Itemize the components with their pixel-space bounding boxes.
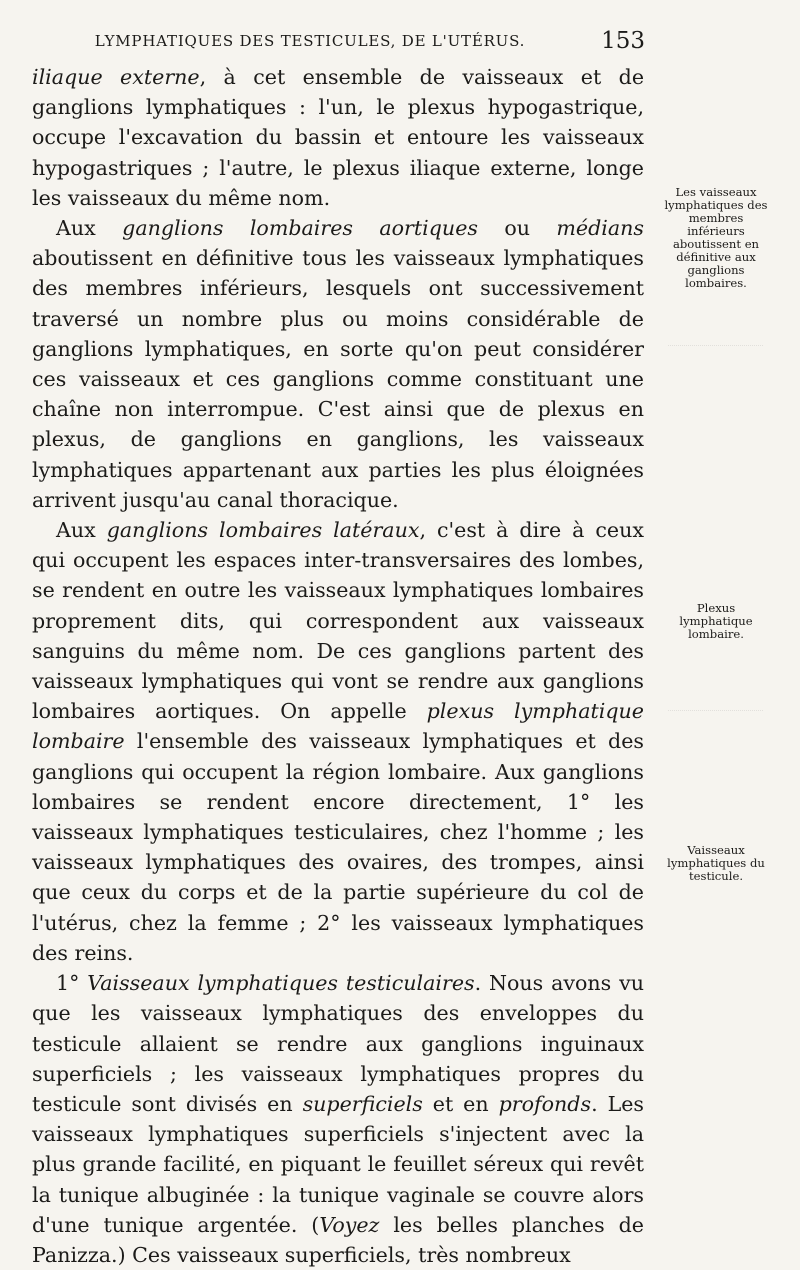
body-text [32,62,644,1270]
paragraph-4: 1° Vaisseaux lymphatiques testiculaires. Nous avons vu que les vaisseaux lymphatiques des enveloppes du testicule allaient se rendre aux ganglions inguinaux superficiels ; les vaisseaux lymphatiques propres du testicule sont divisés en superficiels et en profonds. Les vaisseaux lymphatiques superficiels s'injectent avec la plus grande facilité, en piquant le feuillet séreux qui revêt la tunique albuginée : la tunique vaginale se couvre alors d'une tunique argentée. (Voyez les belles planches de Panizza.) Ces vaisseaux superficiels, très nombreux [32,971,644,1267]
page-number: 153 [601,28,645,54]
paragraph-2: Aux ganglions lombaires aortiques ou médians aboutissent en définitive tous les vaisseaux lymphatiques des membres inférieurs, lesquels ont successivement traversé un nombre plus ou moins considérable de ganglions lymphatiques, en sorte qu'on peut considérer ces vaisseaux et ces ganglions comme constituant une chaîne non interrompue. C'est ainsi que de plexus en plexus, de ganglions en ganglions, les vaisseaux lymphatiques appartenant aux parties les plus éloignées arrivent jusqu'au canal thoracique. [32,216,645,512]
bleed-through [668,345,763,396]
margin-note-membres: Les vaisseaux lymphatiques des membres inférieurs aboutissent en définitive aux ganglions lombaires. [664,185,768,290]
italic-term: iliaque externe [32,65,200,89]
paragraph-1: iliaque externe, à cet ensemble de vaisseaux et de ganglions lymphatiques : l'un, le plexus hypogastrique, occupe l'excavation du bassin et entoure les vaisseaux hypogastriques ; l'autre, le plexus iliaque externe, longe les vaisseaux du même nom. [32,65,645,210]
italic-term: médians [556,216,645,241]
bleed-through [668,710,763,761]
running-title: LYMPHATIQUES DES TESTICULES, DE L'UTÉRUS. [94,32,526,50]
italic-term: Vaisseaux lymphatiques testiculaires [87,971,475,996]
italic-term: profonds [498,1091,592,1116]
italic-term: plexus lymphatique lombaire [32,699,644,754]
italic-term: ganglions lombaires aortiques [122,216,478,241]
paragraph-3: Aux ganglions lombaires latéraux, c'est à dire à ceux qui occupent les espaces inter-transversaires des lombes, se rendent en outre les vaisseaux lymphatiques lombaires proprement dits, qui correspondent aux vaisseaux sanguins du même nom. De ces ganglions partent des vaisseaux lymphatiques qui vont se rendre aux ganglions lombaires aortiques. On appelle plexus lymphatique lombaire l'ensemble des vaisseaux lymphatiques et des ganglions qui occupent la région lombaire. Aux ganglions lombaires se rendent encore directement, 1° les vaisseaux lymphatiques testiculaires, chez l'homme ; les vaisseaux lymphatiques des ovaires, des trompes, ainsi que ceux du corps et de la partie supérieure du col de l'utérus, chez la femme ; 2° les vaisseaux lymphatiques des reins. [32,518,645,965]
page-header [30,28,645,58]
italic-term: Voyez [319,1212,380,1237]
italic-term: ganglions lombaires latéraux [106,518,420,543]
italic-term: superficiels [302,1091,423,1116]
margin-note-plexus-lombaire: Plexus lymphatique lombaire. [679,601,753,641]
margin-note-testicule: Vaisseaux lymphatiques du testicule. [667,843,765,883]
